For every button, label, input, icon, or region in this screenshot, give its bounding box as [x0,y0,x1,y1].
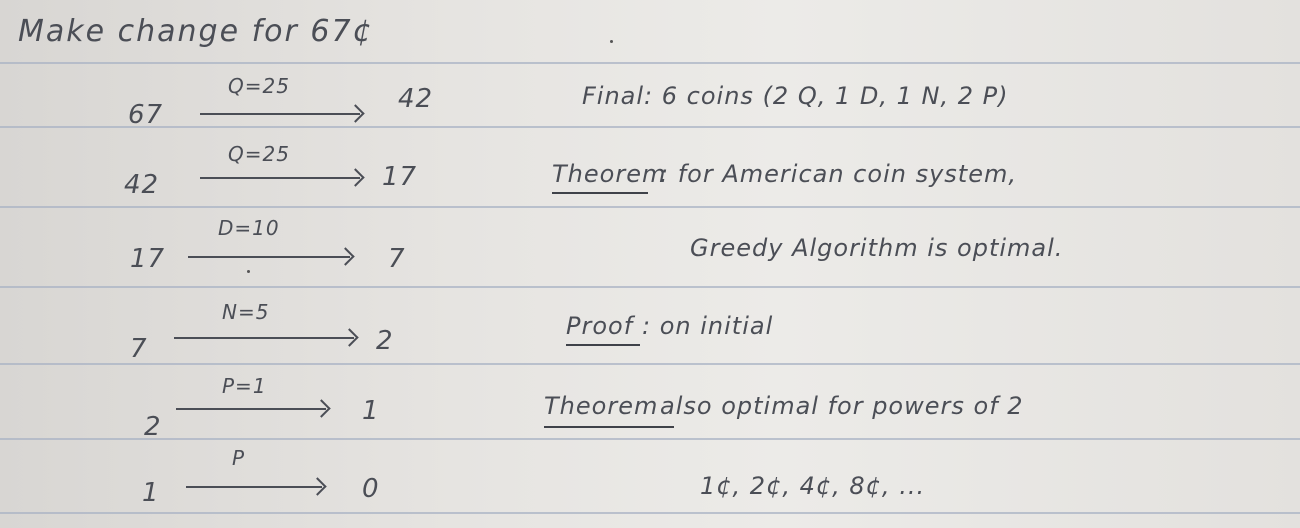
pen-dot [247,270,250,273]
step-to: 2 [376,326,394,356]
step-label: D=10 [218,216,280,240]
step-from: 67 [128,100,164,130]
theorem-statement: : for American coin system, [660,160,1017,188]
step-to: 17 [382,162,418,192]
step-from: 42 [124,170,160,200]
ruled-line [0,438,1300,440]
step-label: N=5 [222,300,270,324]
theorem2-word: Theorem [544,392,659,420]
powers-list: 1¢, 2¢, 4¢, 8¢, ... [700,472,926,500]
step-to: 7 [388,244,406,274]
page-title: Make change for 67¢ [18,14,374,49]
arrow-icon [174,337,354,339]
step-label: Q=25 [228,142,290,166]
ruled-line [0,512,1300,514]
arrow-icon [200,177,360,179]
step-to: 0 [362,474,380,504]
arrow-icon [186,486,322,488]
proof-underline [566,344,640,346]
theorem2-statement: also optimal for powers of 2 [660,392,1024,420]
step-from: 7 [130,334,148,364]
proof-statement: : on initial [642,312,774,340]
ruled-line [0,206,1300,208]
theorem-statement-line2: Greedy Algorithm is optimal. [690,234,1064,262]
step-label: Q=25 [228,74,290,98]
step-label: P [232,446,246,470]
arrow-icon [188,256,350,258]
final-answer: Final: 6 coins (2 Q, 1 D, 1 N, 2 P) [582,82,1009,110]
theorem2-underline [544,426,674,428]
ruled-line [0,126,1300,128]
ruled-line [0,62,1300,64]
arrow-icon [200,113,360,115]
step-label: P=1 [222,374,267,398]
theorem-word: Theorem [552,160,667,188]
theorem-underline [552,192,648,194]
step-to: 1 [362,396,380,426]
proof-word: Proof [566,312,634,340]
ruled-line [0,363,1300,365]
step-from: 17 [130,244,166,274]
arrow-icon [176,408,326,410]
pen-dot [610,40,613,43]
step-from: 1 [142,478,160,508]
ruled-line [0,286,1300,288]
step-from: 2 [144,412,162,442]
step-to: 42 [398,84,434,114]
